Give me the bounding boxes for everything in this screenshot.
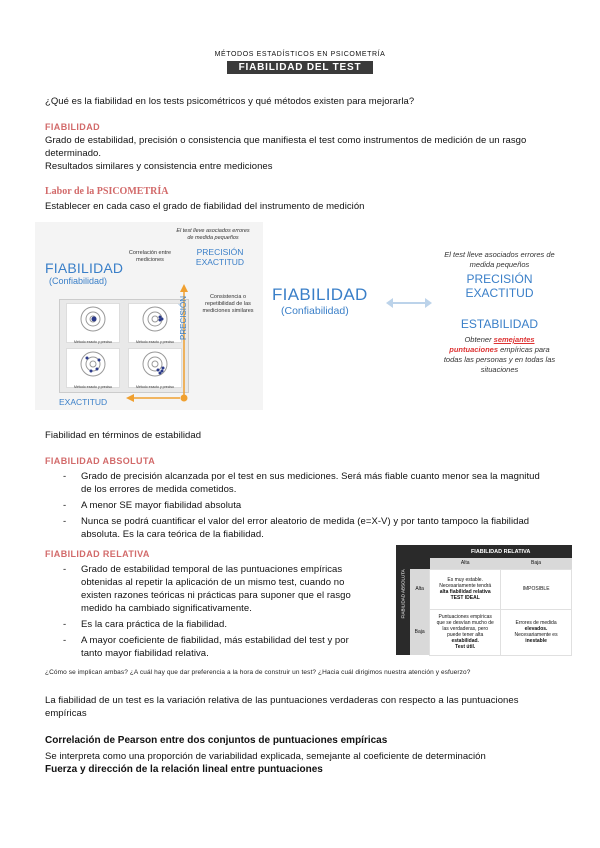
cell-alta-alta [430, 569, 501, 609]
c22-d: inestable [525, 638, 547, 644]
c21-c: las verdaderas, pero [442, 626, 488, 632]
def-line-3: Resultados similares y consistencia entre mediciones [45, 161, 273, 172]
fig-consistencia: Consistencia o repetibilidad de las mediciones similares [202, 294, 254, 314]
c22-b: elevados. [524, 626, 548, 632]
c21-a: Puntuaciones empíricas [438, 614, 492, 620]
obtener-word: Obtener [464, 335, 492, 344]
cell-alta-baja: IMPOSIBLE [501, 569, 572, 609]
subject-title: MÉTODOS ESTADÍSTICOS EN PSICOMETRÍA [214, 51, 386, 58]
labor-text: Establecer en cada caso el grado de fiabilidad del instrumento de medición [45, 201, 365, 212]
pearson-line: Se interpreta como una proporción de variabilidad explicada, semejante al coeficiente de determinación [45, 751, 486, 762]
absoluta-b2: A menor SE mayor fiabilidad absoluta [81, 500, 242, 511]
variation-text [45, 694, 585, 720]
fig-correlacion: Correlación entre mediciones [128, 250, 172, 263]
right-note-1: El test lleve asociados errores de [444, 250, 555, 259]
fig-fiabilidad-title: FIABILIDAD [45, 260, 124, 276]
page-title: FIABILIDAD DEL TEST [227, 61, 373, 74]
relativa-b1-l2: obtenidas al repetir la aplicación de un mismo test, cuando no [81, 577, 345, 588]
fiabilidad-matrix [396, 545, 572, 656]
absoluta-b1-l1: Grado de precisión alcanzada por el test en sus mediciones. Será más fiable cuanto menor sea la magnitud [81, 471, 540, 482]
q2-caption: Método exacto y preciso [136, 340, 174, 344]
col-baja: Baja [501, 558, 572, 569]
relativa-b1-l1: Grado de estabilidad temporal de las puntuaciones empíricas [81, 564, 343, 575]
center-fiabilidad-title: FIABILIDAD [272, 285, 368, 304]
c21-d: puede tener alta [447, 632, 484, 638]
relativa-b2: Es la cara práctica de la fiabilidad. [81, 619, 228, 630]
empiricas-word: empíricas para [500, 345, 550, 354]
puntuaciones-line [432, 345, 567, 355]
cell-baja-alta [430, 609, 501, 655]
row-label: FIABILIDAD ABSOLUTA [400, 568, 406, 618]
relativa-heading: FIABILIDAD RELATIVA [45, 549, 150, 559]
question-line: ¿Cómo se implican ambas? ¿A cuál hay que dar preferencia a la hora de construir un test? ¿Hacia cuál dirigimos nuestra atención y esfuerzo? [45, 669, 471, 676]
double-arrow-icon [385, 296, 433, 310]
q1-caption: Método exacto y preciso [74, 340, 112, 344]
variation-l1: La fiabilidad de un test es la variación relativa de las puntuaciones verdaderas con respecto a las puntuaciones [45, 695, 519, 706]
c21-e: estabilidad. [451, 638, 479, 644]
c21-b: que se desvían mucho de [436, 620, 494, 626]
fig-fiabilidad-sub: (Confiabilidad) [49, 276, 108, 286]
semejantes-word: semejantes [493, 335, 535, 344]
axis-exactitud: EXACTITUD [59, 397, 108, 407]
relativa-list [63, 563, 381, 660]
right-note-2: medida pequeños [469, 260, 530, 269]
right-obtener-note [432, 335, 567, 375]
pearson-heading: Correlación de Pearson entre dos conjuntos de puntuaciones empíricas [45, 735, 388, 746]
relativa-b3-l2: tanto mayor fiabilidad relativa. [81, 648, 209, 659]
fiabilidad-heading: FIABILIDAD [45, 122, 100, 132]
right-exactitud: EXACTITUD [465, 286, 534, 300]
absoluta-bullet-3: - Nunca se podrá cuantificar el valor del error aleatorio de medida (e=X-V) y por tanto tampoco la fiabilidad absoluta. Es la cara teórica de la fiabilidad. [81, 515, 581, 541]
col-alta: Alta [430, 558, 501, 569]
q3-caption: Método exacto y preciso [74, 385, 112, 389]
relativa-bullet-2: - Es la cara práctica de la fiabilidad. [81, 618, 381, 631]
fig-errores-note: El test lleve asociados errores de medida pequeños [176, 228, 250, 241]
absoluta-heading: FIABILIDAD ABSOLUTA [45, 456, 156, 466]
relativa-b3-l1: A mayor coeficiente de fiabilidad, más estabilidad del test y por [81, 635, 349, 646]
relativa-b1-l4: medido ha cambiado significativamente. [81, 603, 252, 614]
variation-l2: empíricas [45, 708, 87, 719]
right-precision-exactitud [432, 272, 567, 300]
c22-c: Necesariamente es [514, 632, 558, 638]
absoluta-b3-l2: absoluta. Es la cara teórica de la fiabilidad. [81, 529, 264, 540]
c22-a: Errores de medida [515, 620, 557, 626]
def-line-2: determinado. [45, 148, 102, 159]
absoluta-bullet-1: - Grado de precisión alcanzada por el test en sus mediciones. Será más fiable cuanto menor sea la magnitud de los errores de medida cometidos. [81, 470, 581, 496]
right-errores-note [432, 250, 567, 270]
axis-precision: PRECISIÓN [179, 295, 188, 340]
absoluta-b1-l2: de los errores de medida cometidos. [81, 484, 237, 495]
relativa-b1-l3: existen razones teóricas ni prácticas para suponer que el rasgo [81, 590, 351, 601]
def-line-1: Grado de estabilidad, precisión o consistencia que manifiesta el test como instrumentos de medición de un rasgo [45, 135, 527, 146]
c11-b: Necesariamente tendrá [439, 583, 492, 589]
c21-f: Test útil. [455, 644, 476, 650]
right-precision: PRECISIÓN [466, 272, 533, 286]
c11-a: Es muy estable. [447, 577, 483, 583]
center-fiabilidad-sub: (Confiabilidad) [281, 305, 349, 317]
relativa-bullet-3: - A mayor coeficiente de fiabilidad, más estabilidad del test y por tanto mayor fiabilidad relativa. [81, 634, 381, 660]
table-header: FIABILIDAD RELATIVA [430, 545, 572, 558]
absoluta-list [63, 470, 581, 541]
c11-c: alta fiabilidad relativa [439, 589, 491, 595]
cell-baja-baja [501, 609, 572, 655]
pearson-bold: Fuerza y dirección de la relación lineal entre puntuaciones [45, 764, 323, 775]
absoluta-bullet-2: - A menor SE mayor fiabilidad absoluta [81, 499, 581, 512]
fig-precision-exactitud: PRECISIÓN EXACTITUD [195, 247, 245, 267]
puntuaciones-word: puntuaciones [449, 345, 499, 354]
q4-caption: Método exacto y preciso [136, 385, 174, 389]
row-alta: Alta [410, 569, 430, 609]
estabilidad-line: Fiabilidad en términos de estabilidad [45, 430, 202, 441]
fiabilidad-table [396, 545, 572, 655]
axes-arrows [35, 222, 263, 410]
precision-figure [35, 222, 263, 410]
todas-line: todas las personas y en todas las [443, 355, 556, 364]
labor-heading: Labor de la PSICOMETRÍA [45, 186, 169, 197]
obtener-line [432, 335, 567, 345]
situaciones-line: situaciones [480, 365, 519, 374]
intro-question: ¿Qué es la fiabilidad en los tests psicométricos y qué métodos existen para mejorarla? [45, 96, 415, 107]
c11-d: TEST IDEAL [450, 595, 480, 601]
relativa-bullet-1: - Grado de estabilidad temporal de las puntuaciones empíricas obtenidas al repetir la aplicación de un mismo test, cuando no existen razones teóricas ni prácticas para suponer que el rasgo medido ha cambiado significativamente. [81, 563, 381, 615]
fiabilidad-definition [45, 134, 575, 173]
row-baja: Baja [410, 609, 430, 655]
absoluta-b3-l1: Nunca se podrá cuantificar el valor del error aleatorio de medida (e=X-V) y por tanto tampoco la fiabilidad [81, 516, 530, 527]
right-estabilidad: ESTABILIDAD [460, 317, 539, 331]
